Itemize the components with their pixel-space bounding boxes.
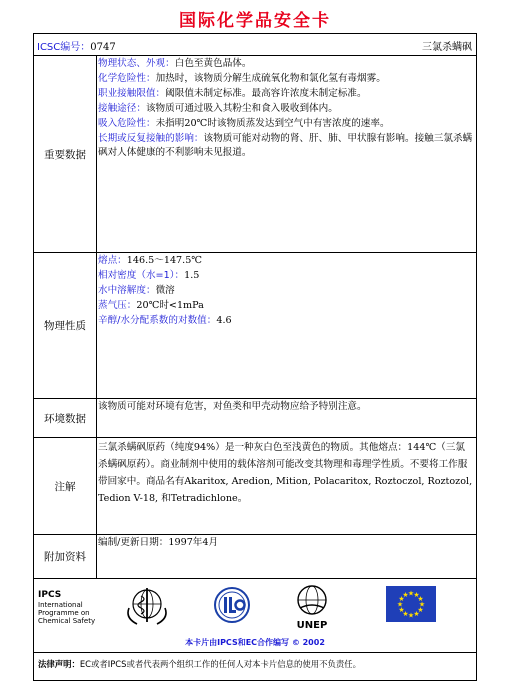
icsc-number xyxy=(37,38,116,53)
eu-star-icon: ★ xyxy=(417,595,424,603)
physical-properties-label: 物理性质 xyxy=(44,320,86,332)
physical-properties-content xyxy=(96,253,476,398)
exposure-route-item: 接触途径：该物质可通过吸入其粉尘和食入吸收到体内。 xyxy=(98,102,338,114)
eu-star-icon: ★ xyxy=(402,610,409,618)
legal-label: 法律声明： xyxy=(38,659,80,669)
header-row xyxy=(34,34,476,55)
melting-point-item: 熔点：146.5～147.5℃ xyxy=(98,255,203,266)
eu-star-icon: ★ xyxy=(407,589,415,598)
relative-density-item: 相对密度（水=1）：1.5 xyxy=(98,269,200,281)
eu-star-icon: ★ xyxy=(418,600,426,609)
octanol-water-item: 辛醇/水分配系数的对数值：4.6 xyxy=(98,314,232,326)
logo-row xyxy=(34,578,476,652)
notes-row xyxy=(34,438,476,534)
vapour-pressure-item: 蒸气压：20℃时<1mPa xyxy=(98,299,204,311)
physical-state-item: 物理状态、外观：白色至黄色晶体。 xyxy=(98,58,252,69)
environment-label: 环境数据 xyxy=(44,412,86,425)
ilo-logo xyxy=(210,584,254,632)
eu-star-icon: ★ xyxy=(402,591,409,599)
chemical-hazard-item: 化学危险性：加热时，该物质分解生成硫氧化物和氯化氢有毒烟雾。 xyxy=(98,72,386,84)
important-data-content xyxy=(96,56,476,252)
water-solubility-item: 水中溶解度：微溶 xyxy=(98,284,175,296)
physical-properties-row xyxy=(34,253,476,398)
eu-star-icon: ★ xyxy=(398,606,405,614)
eu-star-icon: ★ xyxy=(407,611,415,620)
additional-label: 附加资料 xyxy=(44,551,86,563)
environment-content: 该物质可能对环境有危害，对鱼类和甲壳动物应给予特别注意。 xyxy=(96,399,476,437)
icsc-value: 0747 xyxy=(90,42,116,53)
eu-star-icon: ★ xyxy=(413,591,420,599)
eu-star-icon: ★ xyxy=(398,595,405,603)
who-logo xyxy=(124,584,170,632)
long-term-effects-item: 长期或反复接触的影响：该物质可能对动物的肾、肝、肺、甲状腺有影响。接触三氯杀螨砜对人体健康的不利影响未见报道。 xyxy=(98,132,473,159)
additional-row xyxy=(34,535,476,578)
additional-content: 编制/更新日期：1997年4月 xyxy=(96,535,476,578)
eu-star-icon: ★ xyxy=(413,610,420,618)
notes-content: 三氯杀螨砜原药（纯度94%）是一种灰白色至浅黄色的物质。其他熔点：144℃（三氯杀螨砜原药）。商业制剂中使用的载体溶剂可能改变其物理和毒理学性质。不要将工作服带回家中。商品名有Akaritox, Aredion, Mition, Polacaritox, Roztoczol, Roztozol, Tedion V-18, 和Tetradichlone。 xyxy=(96,438,476,534)
important-data-row xyxy=(34,56,476,252)
notes-label: 注解 xyxy=(54,480,76,493)
credit-line: 本卡片由IPCS和EC合作编写 © 2002 xyxy=(185,638,325,647)
safety-card xyxy=(33,33,477,681)
inhalation-risk-item: 吸入危险性：未指明20℃时该物质蒸发达到空气中有害浓度的速率。 xyxy=(98,117,390,129)
ipcs-logo: IPCS International Programme on Chemical Safety xyxy=(38,590,96,625)
environment-row xyxy=(34,399,476,437)
eu-flag-logo xyxy=(386,586,436,626)
eu-star-icon: ★ xyxy=(417,606,424,614)
exposure-limit-item: 职业接触限值：阈限值未制定标准。最高容许浓度未制定标准。 xyxy=(98,87,367,99)
card-title: 国际化学品安全卡 xyxy=(179,11,331,31)
chemical-name: 三氯杀螨砜 xyxy=(422,42,472,53)
icsc-label: ICSC编号： xyxy=(37,42,91,53)
unep-logo xyxy=(292,584,332,631)
unep-text: UNEP xyxy=(296,620,328,631)
important-data-label: 重要数据 xyxy=(44,148,86,161)
legal-text: EC或者IPCS或者代表两个组织工作的任何人对本卡片信息的使用不负责任。 xyxy=(79,659,361,669)
legal-statement xyxy=(38,658,361,670)
eu-star-icon: ★ xyxy=(396,600,404,609)
